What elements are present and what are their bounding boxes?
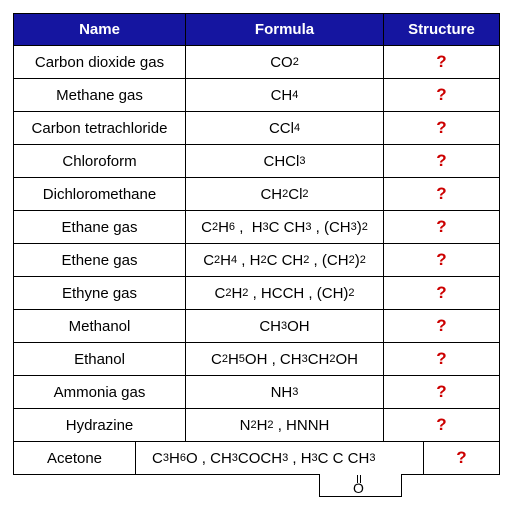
header-structure: Structure <box>408 21 475 38</box>
structure-placeholder: ? <box>436 151 447 170</box>
compound-name: Ethyne gas <box>14 277 186 309</box>
compound-formula: C 2 H 4 , H 2 C CH 2 , (CH 2 ) 2 <box>186 244 384 276</box>
structure-placeholder: ? <box>436 415 447 434</box>
carbonyl-oxygen: O <box>353 480 364 496</box>
compound-formula: CHCl 3 <box>186 145 384 177</box>
structure-placeholder: ? <box>436 382 447 401</box>
compound-name: Methane gas <box>14 79 186 111</box>
compound-formula: C 3 H 6 O , CH 3 COCH 3 , H 3 C C CH 3 <box>136 442 424 474</box>
compound-name: Methanol <box>14 310 186 342</box>
structure-placeholder: ? <box>436 52 447 71</box>
table-row <box>13 211 500 244</box>
compound-name: Ethanol <box>14 343 186 375</box>
compound-formula: CH 3 OH <box>186 310 384 342</box>
compound-formula: C 2 H 2 , HCCH , (CH) 2 <box>186 277 384 309</box>
table-row <box>13 46 500 79</box>
structure-placeholder: ? <box>436 85 447 104</box>
header-formula: Formula <box>186 14 384 45</box>
table-row <box>13 244 500 277</box>
compound-name: Ammonia gas <box>14 376 186 408</box>
carbonyl-oxygen-box <box>319 474 402 497</box>
compound-name: Dichloromethane <box>14 178 186 210</box>
table-row <box>13 442 500 475</box>
structure-placeholder: ? <box>436 316 447 335</box>
compound-formula: CO 2 <box>186 46 384 78</box>
table-row <box>13 145 500 178</box>
structure-placeholder: ? <box>436 217 447 236</box>
table-row <box>13 79 500 112</box>
table-row <box>13 277 500 310</box>
table-row <box>13 376 500 409</box>
compound-formula: N 2 H 2 , HNNH <box>186 409 384 441</box>
compound-name: Acetone <box>14 442 136 474</box>
table-row <box>13 310 500 343</box>
compound-formula: C 2 H 5 OH , CH 3 CH 2 OH <box>186 343 384 375</box>
structure-placeholder: ? <box>436 283 447 302</box>
structure-placeholder: ? <box>436 118 447 137</box>
table-row <box>13 409 500 442</box>
compound-name: Ethane gas <box>14 211 186 243</box>
structure-placeholder: ? <box>436 184 447 203</box>
compound-name: Carbon dioxide gas <box>14 46 186 78</box>
compound-name: Chloroform <box>14 145 186 177</box>
compound-name: Carbon tetrachloride <box>14 112 186 144</box>
compound-formula: CCl 4 <box>186 112 384 144</box>
table-row <box>13 343 500 376</box>
compound-name: Hydrazine <box>14 409 186 441</box>
structure-placeholder: ? <box>456 448 467 467</box>
compound-formula: C 2 H 6 , H 3 C CH 3 , (CH 3 ) 2 <box>186 211 384 243</box>
table-row <box>13 178 500 211</box>
compound-formula: NH 3 <box>186 376 384 408</box>
compound-formula: CH 4 <box>186 79 384 111</box>
header-name: Name <box>14 14 186 45</box>
structure-placeholder: ? <box>436 349 447 368</box>
table-header <box>13 13 500 46</box>
compound-formula: CH 2 Cl 2 <box>186 178 384 210</box>
structure-placeholder: ? <box>436 250 447 269</box>
table-row <box>13 112 500 145</box>
compound-name: Ethene gas <box>14 244 186 276</box>
compound-table <box>13 13 500 475</box>
